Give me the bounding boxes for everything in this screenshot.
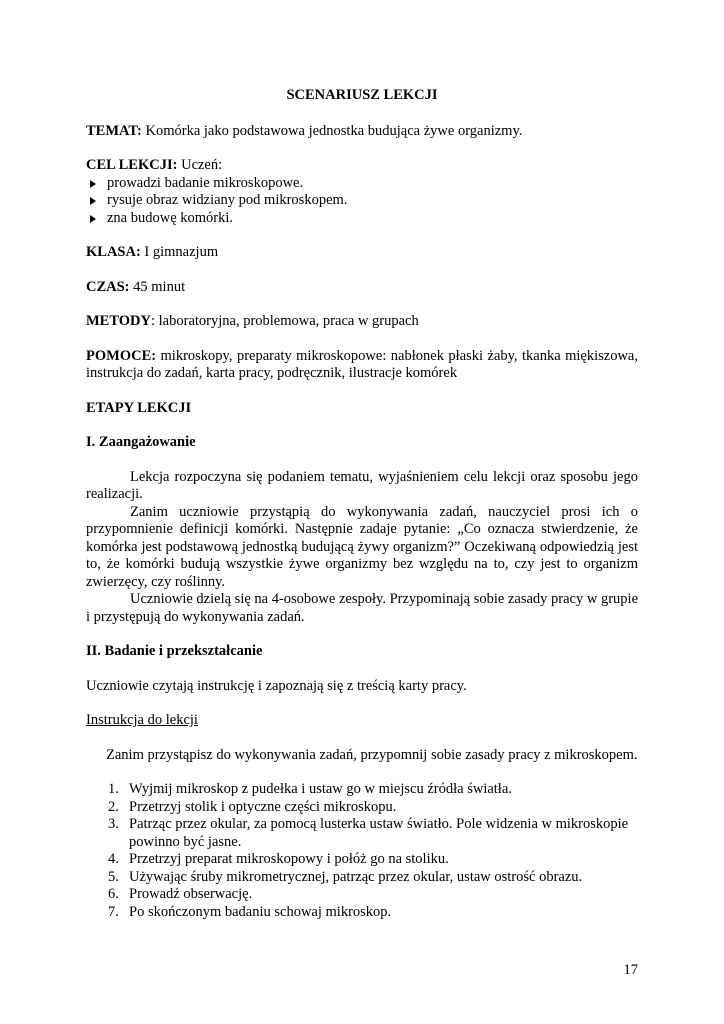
section1-heading: I. Zaangażowanie bbox=[86, 434, 196, 450]
cel-list bbox=[86, 175, 638, 228]
instruction-heading: Instrukcja do lekcji bbox=[86, 712, 198, 728]
klasa-line bbox=[86, 244, 638, 262]
list-item bbox=[86, 816, 638, 851]
list-item bbox=[86, 799, 638, 817]
etapy-heading: ETAPY LEKCJI bbox=[86, 399, 192, 416]
step-text: Prowadź obserwację. bbox=[129, 886, 253, 902]
document-page bbox=[86, 87, 638, 921]
step-number: 7. bbox=[108, 903, 119, 920]
cel-label: CEL LEKCJI: bbox=[86, 157, 178, 173]
cel-value: Uczeń: bbox=[177, 157, 223, 173]
document-title: SCENARIUSZ LEKCJI bbox=[286, 87, 438, 103]
klasa-value: I gimnazjum bbox=[140, 244, 219, 260]
list-item bbox=[86, 869, 638, 887]
arrow-bullet-icon bbox=[90, 180, 96, 188]
instruction-intro: Zanim przystąpisz do wykonywania zadań, przypomnij sobie zasady pracy z mikroskopem. bbox=[106, 746, 638, 763]
step-number: 2. bbox=[108, 798, 119, 815]
step-text: Używając śruby mikrometrycznej, patrząc przez okular, ustaw ostrość obrazu. bbox=[129, 868, 583, 885]
step-number: 5. bbox=[108, 868, 119, 885]
list-item-text: zna budowę komórki. bbox=[107, 209, 234, 226]
step-text: Przetrzyj preparat mikroskopowy i połóż go na stoliku. bbox=[129, 851, 449, 867]
page-number: 17 bbox=[623, 962, 638, 978]
step-text: Po skończonym badaniu schowaj mikroskop. bbox=[129, 903, 392, 920]
metody-value: : laboratoryjna, problemowa, praca w grupach bbox=[151, 313, 419, 329]
temat-label: TEMAT: bbox=[86, 122, 142, 139]
section1-paragraph-1: Lekcja rozpoczyna się podaniem tematu, wyjaśnieniem celu lekcji oraz sposobu jego realizacji. bbox=[86, 468, 638, 502]
list-item bbox=[86, 781, 638, 799]
section1-paragraph-2: Zanim uczniowie przystąpią do wykonywania zadań, nauczyciel prosi ich o przypomnienie definicji komórki. Następnie zadaje pytanie: „Co oznacza stwierdzenie, że komórka jest podstawową jednostką budującą żywy organizm?” Oczekiwaną odpowiedzią jest to, że komórki budują wszystkie żywe organizmy bez względu na to, czy jest to organizm zwierzęcy, czy roślinny. bbox=[86, 503, 638, 590]
section1-paragraph-3: Uczniowie dzielą się na 4-osobowe zespoły. Przypominają sobie zasady pracy w grupie i przystępują do wykonywania zadań. bbox=[86, 591, 639, 625]
list-item bbox=[86, 192, 638, 210]
temat-line bbox=[86, 123, 638, 141]
pomoce-value: mikroskopy, preparaty mikroskopowe: nabłonek płaski żaby, tkanka miękiszowa, instrukcja do zadań, karta pracy, podręcznik, ilustracje komórek bbox=[86, 347, 638, 381]
metody-line bbox=[86, 313, 638, 331]
cel-line bbox=[86, 157, 638, 175]
step-number: 3. bbox=[108, 816, 119, 832]
instruction-steps bbox=[86, 781, 638, 921]
step-number: 4. bbox=[108, 851, 119, 867]
step-number: 1. bbox=[108, 781, 119, 797]
klasa-label: KLASA: bbox=[86, 244, 141, 260]
list-item bbox=[86, 886, 638, 904]
list-item bbox=[86, 851, 638, 869]
section2-intro: Uczniowie czytają instrukcję i zapoznają się z treścią karty pracy. bbox=[86, 677, 467, 694]
list-item-text: rysuje obraz widziany pod mikroskopem. bbox=[107, 192, 348, 208]
metody-label: METODY bbox=[86, 313, 151, 329]
list-item bbox=[86, 904, 638, 922]
czas-line bbox=[86, 279, 638, 297]
list-item bbox=[86, 210, 638, 228]
list-item bbox=[86, 175, 638, 193]
pomoce-line bbox=[86, 348, 638, 383]
temat-value: Komórka jako podstawowa jednostka budująca żywe organizmy. bbox=[141, 122, 523, 139]
czas-value: 45 minut bbox=[129, 278, 186, 295]
step-number: 6. bbox=[108, 886, 119, 902]
section2-heading: II. Badanie i przekształcanie bbox=[86, 643, 263, 659]
czas-label: CZAS: bbox=[86, 278, 130, 295]
step-text: Wyjmij mikroskop z pudełka i ustaw go w miejscu źródła światła. bbox=[129, 781, 512, 797]
list-item-text: prowadzi badanie mikroskopowe. bbox=[107, 174, 304, 191]
step-text: Patrząc przez okular, za pomocą lusterka ustaw światło. Pole widzenia w mikroskopie powinno być jasne. bbox=[129, 816, 629, 850]
pomoce-label: POMOCE: bbox=[86, 347, 157, 364]
arrow-bullet-icon bbox=[90, 215, 96, 223]
step-text: Przetrzyj stolik i optyczne części mikroskopu. bbox=[129, 798, 397, 815]
arrow-bullet-icon bbox=[90, 197, 96, 205]
